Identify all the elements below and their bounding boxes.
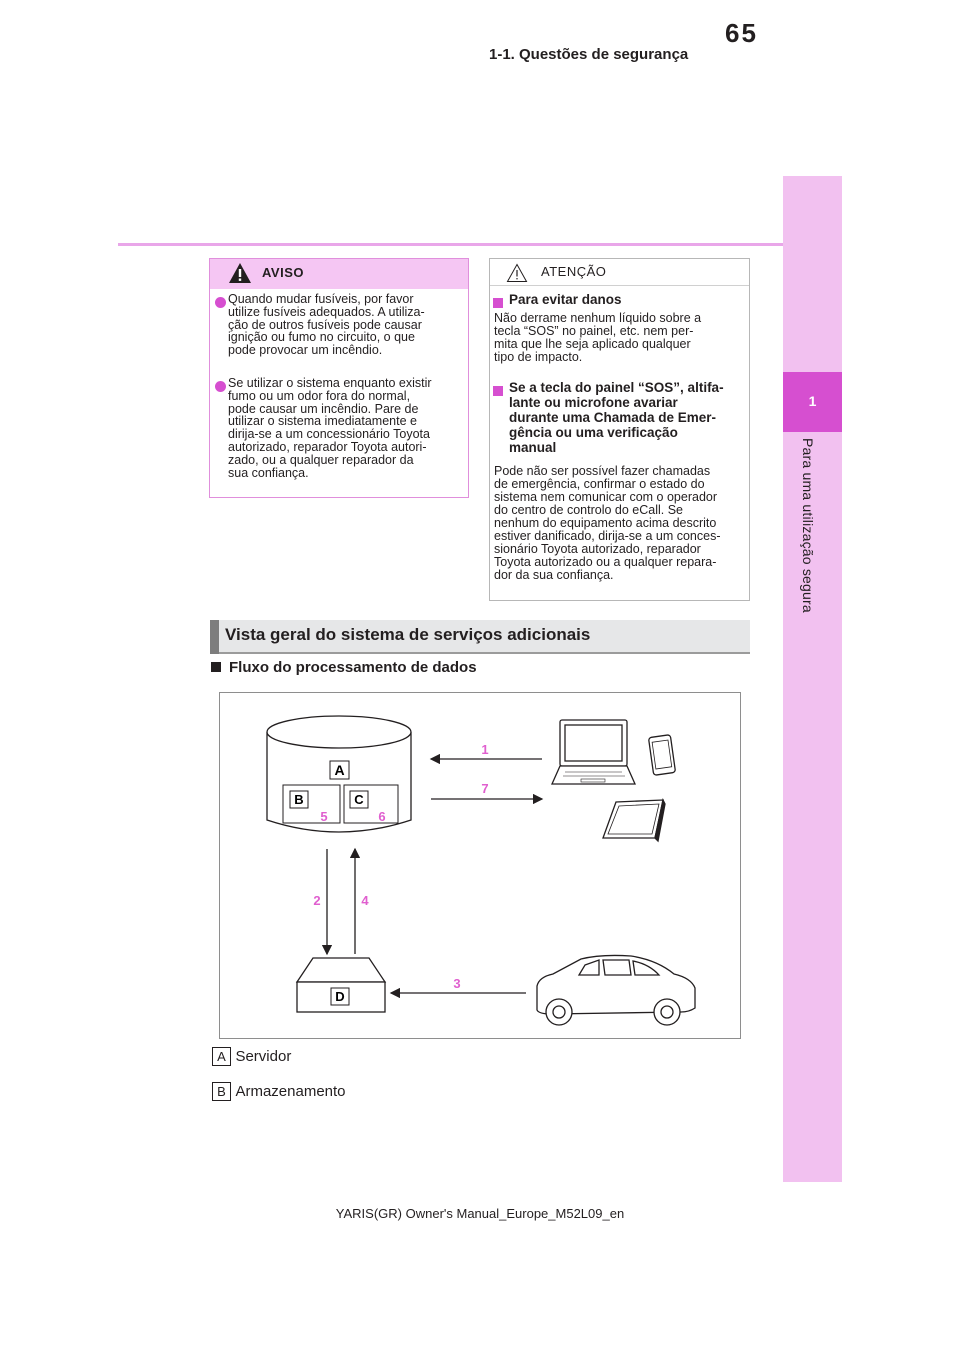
label-c: C <box>354 792 364 807</box>
atencao-heading-2: Se a tecla do painel “SOS”, altifa- lante ou microfone avariar durante uma Chamada de Emer- gência ou uma verificação manual <box>509 380 724 455</box>
atencao-heading-1: Para evitar danos <box>509 292 622 307</box>
number-7: 7 <box>481 781 489 796</box>
flux-title: Fluxo do processamento de dados <box>229 659 477 676</box>
laptop-icon <box>552 720 635 784</box>
car-icon <box>537 955 695 1025</box>
legend-item-b <box>212 1082 346 1101</box>
bullet-dot-icon <box>215 381 226 392</box>
legend-item-a <box>212 1047 291 1066</box>
data-flow-diagram <box>219 692 741 1039</box>
label-d: D <box>335 989 345 1004</box>
atencao-body-1: Não derrame nenhum líquido sobre a tecla “SOS” no painel, etc. nem per- mita que lhe seja aplicado qualquer tipo de impacto. <box>494 311 702 364</box>
bullet-dot-icon <box>215 297 226 308</box>
legend-key-b: B <box>212 1082 231 1101</box>
label-a: A <box>334 762 345 778</box>
section-banner-title: Vista geral do sistema de serviços adicionais <box>225 625 591 644</box>
square-bullet-icon <box>493 298 503 308</box>
section-banner-accent <box>210 620 219 654</box>
warning-icon <box>228 262 252 284</box>
section-heading: 1-1. Questões de segurança <box>489 46 689 63</box>
aviso-title: AVISO <box>262 265 304 280</box>
chapter-number: 1 <box>808 393 817 409</box>
page-number: 65 <box>725 18 758 48</box>
number-4: 4 <box>361 893 369 908</box>
legend-key-a: A <box>212 1047 231 1066</box>
aviso-item-1: Quando mudar fusíveis, por favor utilize fusíveis adequados. A utiliza- ção de outros fusíveis pode causar ignição ou fumo no circuito, o que pode provocar um incêndio. <box>228 292 425 358</box>
aviso-item-2: Se utilizar o sistema enquanto existir fumo ou um odor fora do normal, pode causar um incêndio. Pare de utilizar o sistema imediatamente e dirija-se a um concessionário Toyota autorizado, reparador Toyota autori- zado, ou a qualquer reparador da sua confiança. <box>228 376 432 480</box>
smartphone-icon <box>648 735 675 776</box>
square-bullet-icon <box>493 386 503 396</box>
atencao-square-2 <box>493 383 503 401</box>
number-1: 1 <box>481 742 489 757</box>
number-2: 2 <box>313 893 321 908</box>
number-3: 3 <box>453 976 461 991</box>
number-6: 6 <box>378 809 386 824</box>
chapter-title: Para uma utilização segura <box>800 438 816 613</box>
square-bullet-icon <box>211 662 221 672</box>
atencao-body-2: Pode não ser possível fazer chamadas de emergência, confirmar o estado do sistema nem comunicar com o operador do centro de controlo do eCall. Se nenhum do equipamento acima descrito estiver danificado, dirija-se a um conces- sionário Toyota autorizado, reparador Toyota autorizado ou a qualquer repara- dor da sua confiança. <box>494 464 721 582</box>
atencao-header <box>490 259 749 286</box>
label-b: B <box>294 792 304 807</box>
aviso-bullet-1 <box>215 295 226 313</box>
side-tab <box>783 176 842 1182</box>
number-5: 5 <box>320 809 328 824</box>
footer: YARIS(GR) Owner's Manual_Europe_M52L09_en <box>335 1206 625 1221</box>
aviso-bullet-2 <box>215 379 226 397</box>
atencao-title: ATENÇÃO <box>541 264 607 279</box>
header-rule <box>118 243 783 246</box>
tablet-icon <box>603 800 665 841</box>
caution-icon <box>506 263 528 283</box>
legend-text-b: Armazenamento <box>235 1083 346 1100</box>
legend-text-a: Servidor <box>235 1048 292 1065</box>
